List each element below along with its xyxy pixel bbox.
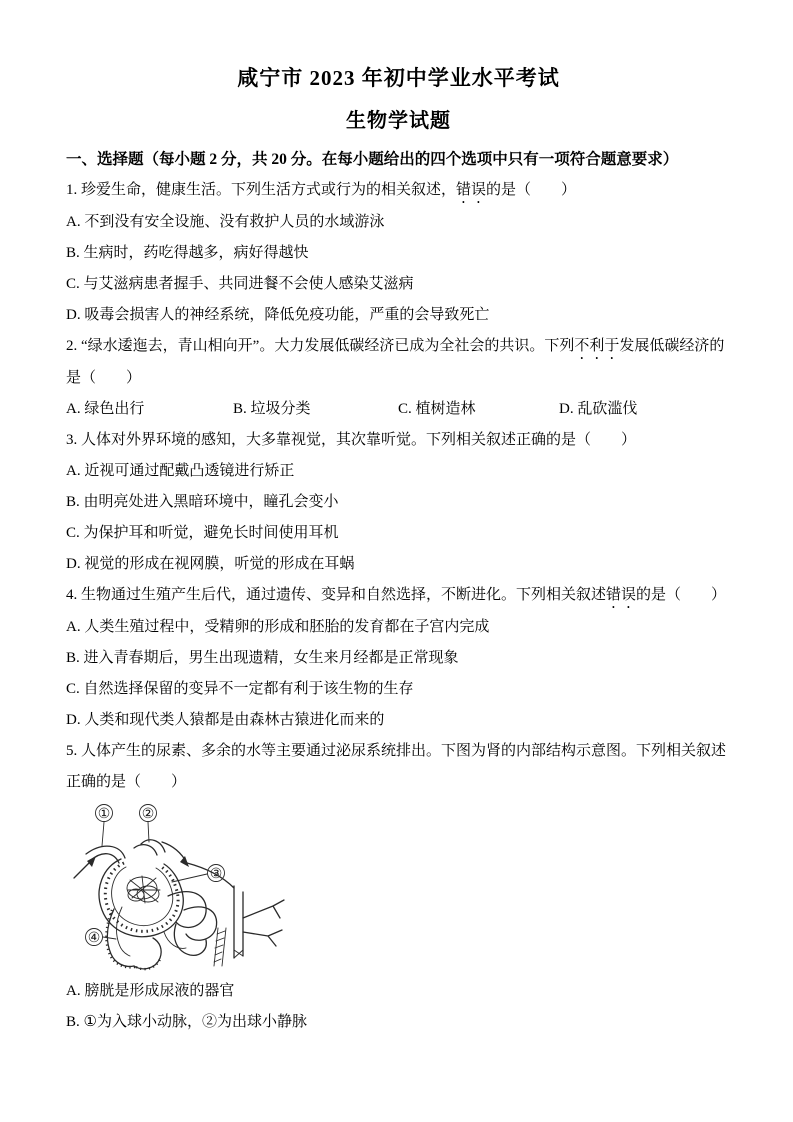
- q1-stem-after: 的是（ ）: [486, 182, 577, 198]
- exam-subtitle: 生物学试题: [346, 110, 451, 132]
- q3-option-b: B. 由明亮处进入黑暗环境中，瞳孔会变小: [66, 494, 339, 510]
- diagram-label-2: ②: [141, 807, 155, 822]
- q1-stem-before: 1. 珍爱生命，健康生活。下列生活方式或行为的相关叙述，: [66, 182, 457, 198]
- q2-option-c: C. 植树造林: [398, 401, 476, 417]
- q4-option-c: C. 自然选择保留的变异不一定都有利于该生物的生存: [66, 681, 414, 697]
- diagram-label-4: ④: [87, 931, 101, 946]
- q1-stem-emphasis: 错误: [456, 182, 487, 198]
- q2-stem-before: 2. “绿水逶迤去，青山相向开”。大力发展低碳经济已成为全社会的共识。下列: [66, 338, 575, 354]
- q2-stem-emphasis: 不利于: [574, 338, 620, 354]
- q5-option-a: A. 膀胱是形成尿液的器官: [66, 983, 235, 999]
- q2-option-d: D. 乱砍滥伐: [559, 401, 638, 417]
- nephron-diagram: [66, 800, 731, 972]
- nephron-structure-figure: [68, 800, 326, 972]
- question-2-stem: [66, 331, 731, 394]
- q4-stem-before: 4. 生物通过生殖产生后代，通过遗传、变异和自然选择，不断进化。下列相关叙述: [66, 587, 607, 603]
- section-1-heading: 一、选择题（每小题 2 分，共 20 分。在每小题给出的四个选项中只有一项符合题意要求）: [66, 151, 679, 168]
- question-4-stem: [66, 580, 731, 612]
- q4-stem-after: 的是（ ）: [636, 587, 727, 603]
- q1-option-c: C. 与艾滋病患者握手、共同进餐不会使人感染艾滋病: [66, 276, 414, 292]
- question-1-stem: [66, 175, 731, 207]
- q4-option-b: B. 进入青春期后，男生出现遗精，女生来月经都是正常现象: [66, 650, 459, 666]
- q2-stem-after: 发展低碳经济的是（ ）: [66, 338, 725, 386]
- exam-title: 咸宁市 2023 年初中学业水平考试: [237, 66, 560, 90]
- q4-option-d: D. 人类和现代类人猿都是由森林古猿进化而来的: [66, 712, 385, 728]
- diagram-label-3: ③: [209, 867, 223, 882]
- q1-option-d: D. 吸毒会损害人的神经系统，降低免疫功能，严重的会导致死亡: [66, 307, 490, 323]
- q1-option-a: A. 不到没有安全设施、没有救护人员的水域游泳: [66, 214, 385, 230]
- q2-option-b: B. 垃圾分类: [233, 401, 311, 417]
- q4-stem-emphasis: 错误: [606, 587, 637, 603]
- q3-option-c: C. 为保护耳和听觉，避免长时间使用耳机: [66, 525, 339, 541]
- q3-option-d: D. 视觉的形成在视网膜，听觉的形成在耳蜗: [66, 556, 355, 572]
- question-5-stem: 5. 人体产生的尿素、多余的水等主要通过泌尿系统排出。下图为肾的内部结构示意图。下列相关叙述正确的是（ ）: [66, 743, 727, 790]
- diagram-label-1: ①: [97, 807, 111, 822]
- q5-option-b: B. ①为入球小动脉，②为出球小静脉: [66, 1014, 307, 1030]
- q3-option-a: A. 近视可通过配戴凸透镜进行矫正: [66, 463, 295, 479]
- q4-option-a: A. 人类生殖过程中，受精卵的形成和胚胎的发育都在子宫内完成: [66, 619, 490, 635]
- q1-option-b: B. 生病时，药吃得越多，病好得越快: [66, 245, 309, 261]
- q2-options-row: [66, 394, 731, 425]
- q2-option-a: A. 绿色出行: [66, 401, 145, 417]
- question-3-stem: 3. 人体对外界环境的感知，大多靠视觉，其次靠听觉。下列相关叙述正确的是（ ）: [66, 432, 637, 448]
